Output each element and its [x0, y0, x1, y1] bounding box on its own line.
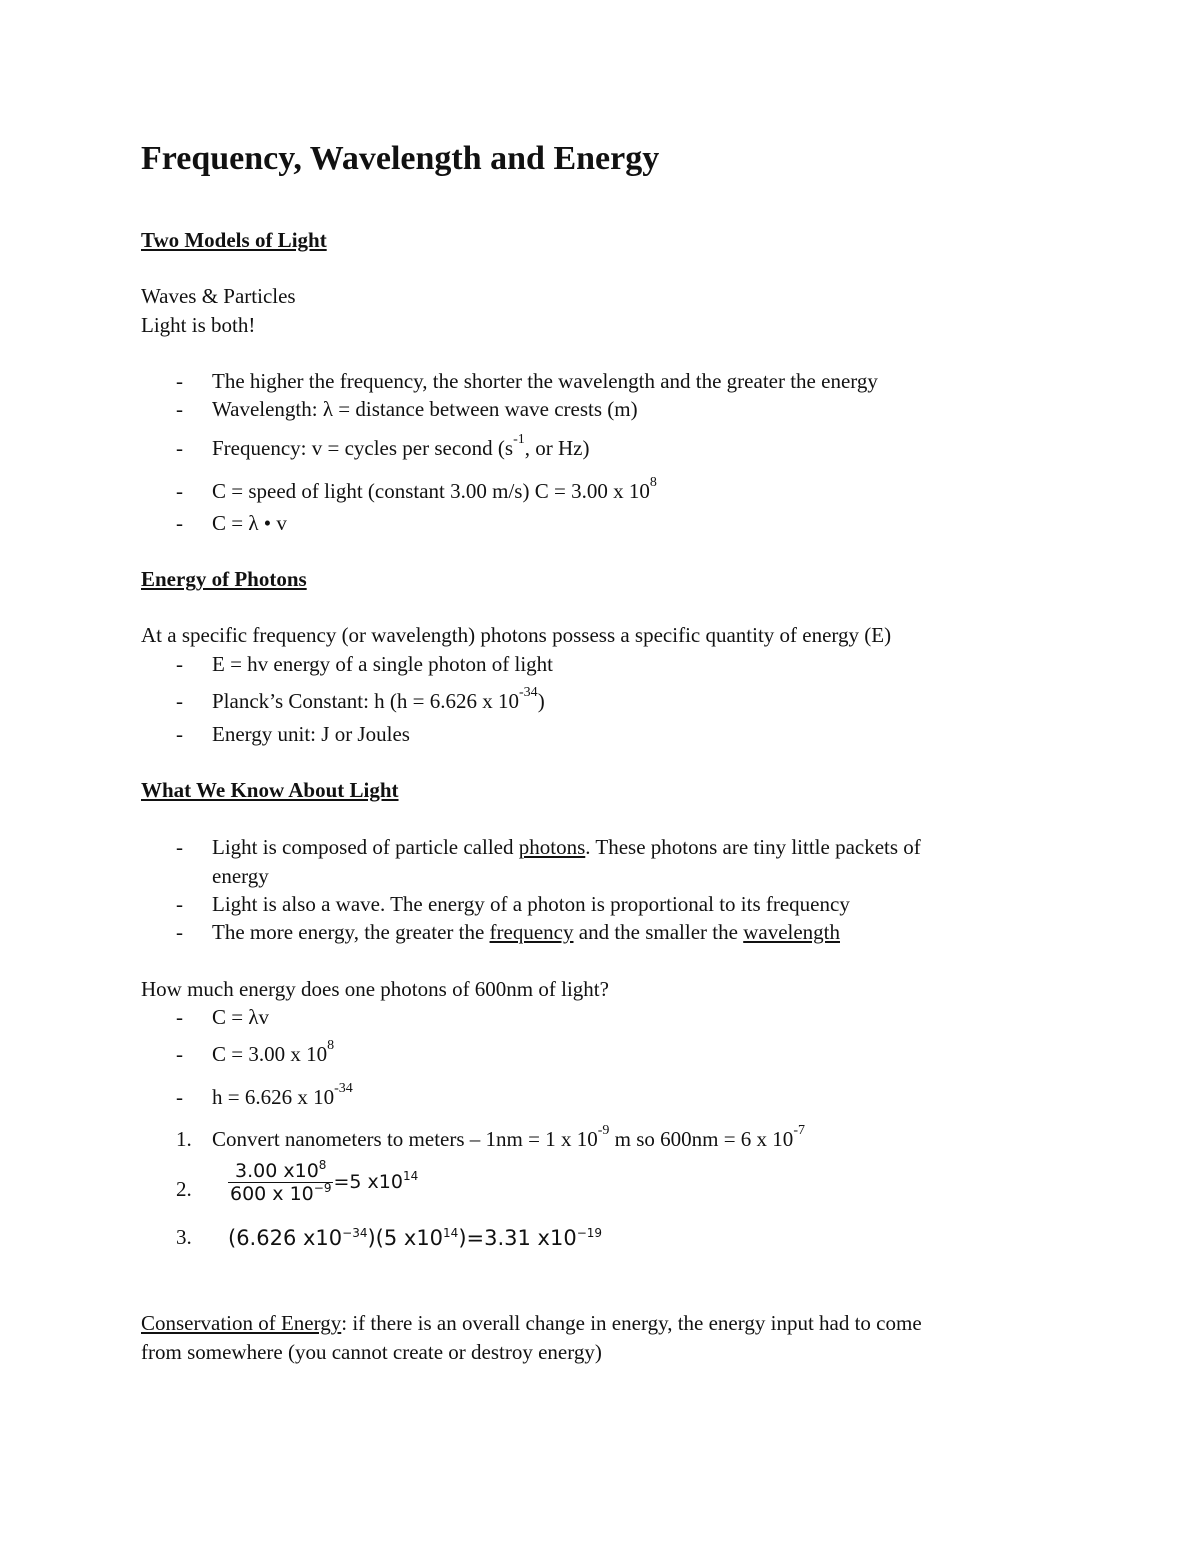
section-heading-what-we-know: What We Know About Light: [141, 778, 399, 802]
bullet-light-wave: Light is also a wave. The energy of a photon is proportional to its frequency: [212, 892, 850, 916]
bullet-dash: -: [176, 835, 183, 859]
bullet-dash: -: [176, 689, 183, 713]
fraction-numerator: 3.00 $x10^8$: [228, 1160, 333, 1183]
bullet-c-equation: C = λ • v: [212, 511, 287, 535]
bullet-dash: -: [176, 892, 183, 916]
bullet-light-photons: Light is composed of particle called photons. These photons are tiny little packets of: [212, 835, 921, 859]
bullet-frequency-relation: The higher the frequency, the shorter the wavelength and the greater the energy: [212, 369, 878, 393]
step-1-convert: Convert nanometers to meters – 1nm = 1 x $10^{-9}$ m so 600nm = 6 x $10^{-7}$: [212, 1123, 805, 1151]
text-waves-particles: Waves & Particles: [141, 284, 296, 308]
problem-c-lambda-v: C = λv: [212, 1005, 270, 1029]
bullet-dash: -: [176, 1085, 183, 1109]
bullet-dash: -: [176, 479, 183, 503]
bullet-dash: -: [176, 436, 183, 460]
bullet-frequency-def: Frequency: v = cycles per second ($s^{-1}$, or Hz): [212, 432, 590, 460]
page-title: Frequency, Wavelength and Energy: [141, 140, 660, 177]
bullet-dash: -: [176, 652, 183, 676]
bullet-light-photons-cont: energy: [212, 864, 269, 888]
problem-h-value: h = 6.626 x $10^{-34}$: [212, 1081, 353, 1109]
step-2-result: =5 $x10^{14}$: [333, 1169, 419, 1193]
bullet-dash: -: [176, 511, 183, 535]
text-light-is-both: Light is both!: [141, 313, 256, 337]
bullet-dash: -: [176, 1005, 183, 1029]
step-number-3: 3.: [176, 1225, 192, 1249]
problem-c-value: C = 3.00 x $10^8$: [212, 1038, 335, 1066]
section-heading-two-models: Two Models of Light: [141, 228, 327, 252]
step-3-energy-calc: (6.626 $x10^{-34})(5$ $x10^{14})=3.31$ $x10^{-19}$: [228, 1226, 603, 1250]
bullet-dash: -: [176, 397, 183, 421]
bullet-speed-of-light: C = speed of light (constant 3.00 m/s) C = 3.00 x $10^8$: [212, 475, 657, 503]
problem-question: How much energy does one photons of 600nm of light?: [141, 977, 609, 1001]
bullet-dash: -: [176, 722, 183, 746]
conservation-line-1: Conservation of Energy: if there is an overall change in energy, the energy input had to come: [141, 1311, 922, 1335]
conservation-term: Conservation of Energy: [141, 1311, 342, 1335]
bullet-dash: -: [176, 920, 183, 944]
bullet-plancks-constant: Planck’s Constant: h (h = 6.626 x $10^{-34}$): [212, 685, 545, 713]
bullet-dash: -: [176, 1042, 183, 1066]
bullet-wavelength-def: Wavelength: λ = distance between wave crests (m): [212, 397, 638, 421]
step-number-1: 1.: [176, 1127, 192, 1151]
fraction-denominator: 600 x $10^{-9}$: [230, 1181, 332, 1205]
bullet-more-energy: The more energy, the greater the frequency and the smaller the wavelength: [212, 920, 840, 944]
step-2-fraction-equation: [228, 1160, 418, 1205]
conservation-line-2: from somewhere (you cannot create or destroy energy): [141, 1340, 602, 1364]
bullet-e-equals-hv: E = hv energy of a single photon of light: [212, 652, 553, 676]
bullet-energy-unit: Energy unit: J or Joules: [212, 722, 410, 746]
bullet-dash: -: [176, 369, 183, 393]
text-photon-energy-intro: At a specific frequency (or wavelength) photons possess a specific quantity of energy (E): [141, 623, 892, 647]
step-2-fraction: [228, 1160, 333, 1205]
step-number-2: 2.: [176, 1177, 192, 1201]
section-heading-energy-of-photons: Energy of Photons: [141, 567, 307, 591]
